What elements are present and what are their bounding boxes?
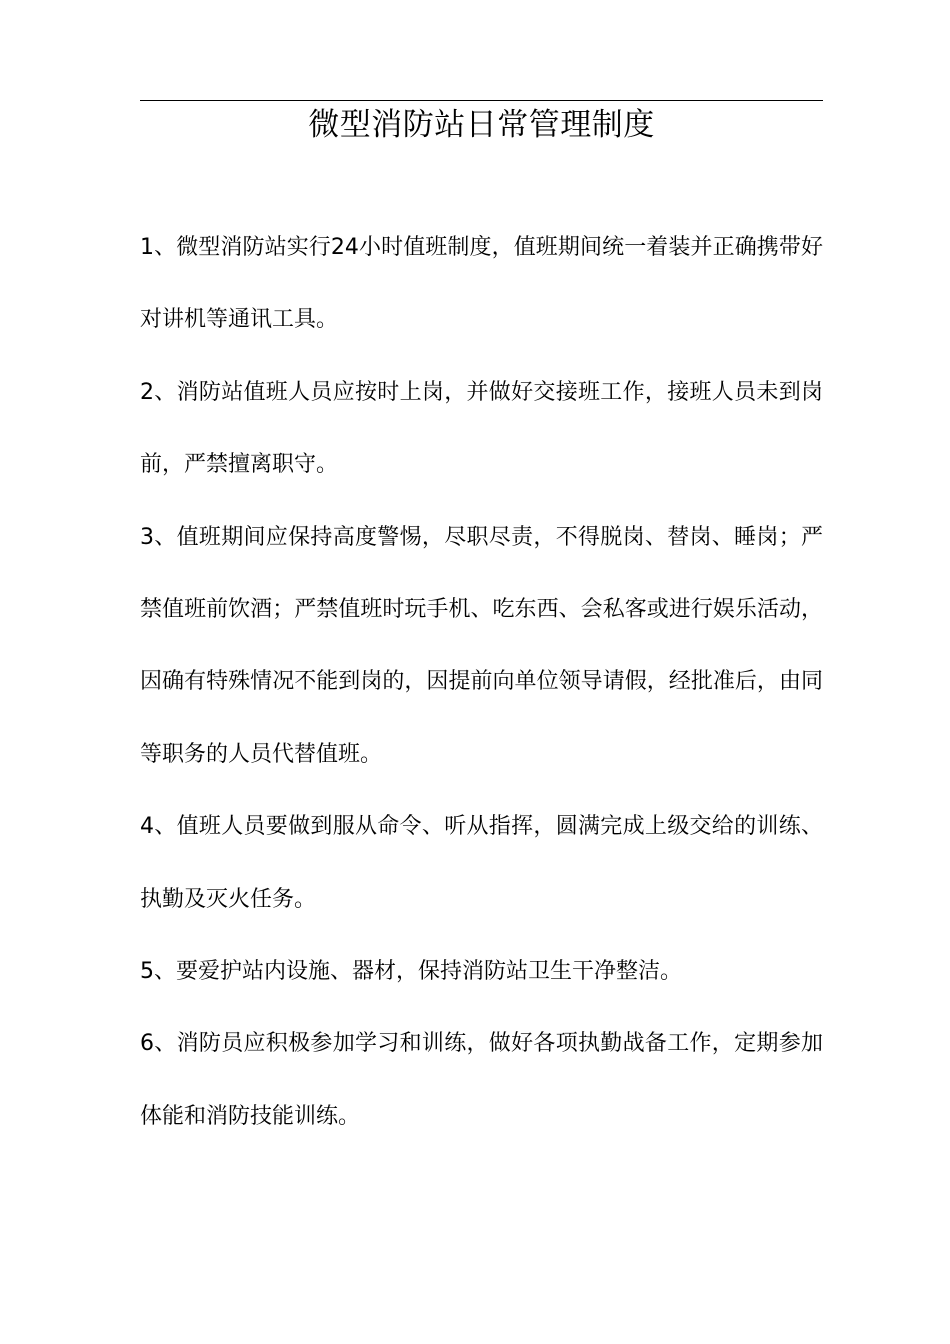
paragraph-4: 4、值班人员要做到服从命令、听从指挥，圆满完成上级交给的训练、执勤及灭火任务。 [140,814,823,912]
paragraph-1: 1、微型消防站实行24小时值班制度，值班期间统一着装并正确携带好对讲机等通讯工具。 [140,235,823,333]
paragraph-6: 6、消防员应积极参加学习和训练，做好各项执勤战备工作，定期参加体能和消防技能训练。 [140,1031,823,1129]
document-title: 微型消防站日常管理制度 [308,107,655,143]
document-body [140,212,823,1153]
paragraph-3: 3、值班期间应保持高度警惕，尽职尽责，不得脱岗、替岗、睡岗；严禁值班前饮酒；严禁值班时玩手机、吃东西、会私客或进行娱乐活动，因确有特殊情况不能到岗的，因提前向单位领导请假，经批准后，由同等职务的人员代替值班。 [140,524,823,767]
paragraph-5: 5、要爱护站内设施、器材，保持消防站卫生干净整洁。 [140,959,682,985]
paragraph-2: 2、消防站值班人员应按时上岗，并做好交接班工作，接班人员未到岗前，严禁擅离职守。 [140,379,823,478]
